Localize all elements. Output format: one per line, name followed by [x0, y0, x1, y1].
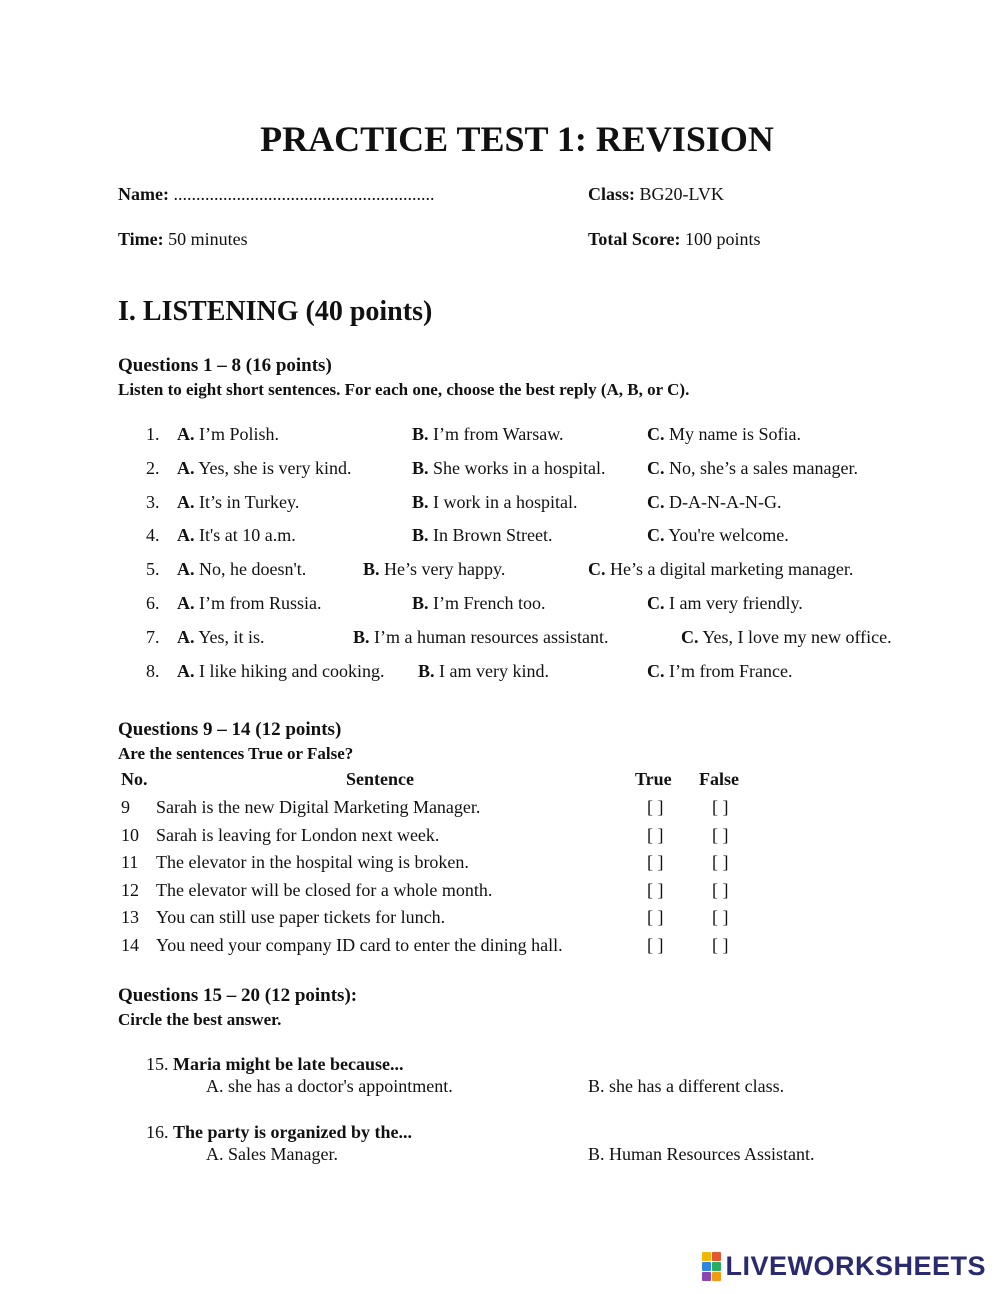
question-16 — [146, 1122, 412, 1143]
option-text: I’m French too. — [428, 593, 546, 613]
option-a[interactable] — [177, 661, 384, 682]
option-letter: C. — [647, 424, 665, 444]
option-letter: A. — [177, 424, 195, 444]
option-letter: A. — [177, 559, 195, 580]
option-a[interactable] — [177, 525, 296, 546]
option-text: I’m from Russia. — [194, 593, 322, 613]
question-number: 8. — [146, 660, 160, 681]
option-text: I’m a human resources assistant. — [369, 626, 609, 647]
question-number: 7. — [146, 626, 160, 647]
option-a[interactable] — [177, 492, 299, 513]
question-number: 4. — [146, 525, 160, 546]
tf-header-true: True — [635, 769, 672, 789]
option-b[interactable] — [418, 661, 549, 682]
option-letter: B. — [412, 491, 429, 512]
false-checkbox[interactable]: [ ] — [712, 934, 729, 955]
option-c[interactable] — [647, 458, 858, 479]
logo-square — [712, 1252, 721, 1261]
logo-square — [702, 1252, 711, 1261]
option-text: Yes, she is very kind. — [194, 457, 352, 478]
name-label: Name: — [118, 184, 169, 204]
option-text: I am very friendly. — [664, 593, 803, 613]
option-letter: C. — [647, 491, 665, 512]
true-checkbox[interactable]: [ ] — [647, 797, 664, 817]
option-letter: C. — [647, 593, 665, 613]
tf-header-false: False — [699, 769, 739, 789]
time-value: 50 minutes — [163, 229, 248, 249]
score-label: Total Score: — [588, 229, 681, 249]
option-text: My name is Sofia. — [664, 424, 801, 444]
page-title: PRACTICE TEST 1: REVISION — [260, 119, 774, 159]
option-text: I’m from France. — [664, 660, 793, 681]
option-letter: C. — [681, 626, 699, 647]
option-letter: B. — [353, 626, 370, 647]
option-text: You're welcome. — [664, 525, 789, 546]
logo-square — [712, 1272, 721, 1281]
option-letter: C. — [647, 525, 665, 546]
false-checkbox[interactable]: [ ] — [712, 824, 729, 845]
part2-heading: Questions 9 – 14 (12 points) — [118, 719, 342, 740]
row-number: 13 — [121, 907, 139, 927]
option-text: I work in a hospital. — [428, 491, 578, 512]
logo-text: LIVEWORKSHEETS — [725, 1251, 986, 1281]
option-c[interactable] — [681, 627, 892, 648]
true-checkbox[interactable]: [ ] — [647, 934, 664, 955]
row-sentence: The elevator will be closed for a whole month. — [156, 879, 493, 900]
liveworksheets-logo — [702, 1251, 986, 1282]
option-a[interactable] — [177, 627, 265, 648]
class-field — [588, 184, 724, 205]
option-b[interactable] — [412, 525, 553, 546]
option-c[interactable] — [647, 593, 803, 614]
logo-square — [712, 1262, 721, 1271]
option-a[interactable] — [177, 559, 306, 580]
option-letter: A. — [177, 525, 195, 546]
option-letter: A. — [177, 626, 195, 647]
question-number: 16. — [146, 1122, 169, 1142]
option-letter: B. — [418, 660, 435, 681]
option-letter: B. — [412, 593, 429, 613]
option-letter: A. — [177, 660, 195, 681]
question-number: 6. — [146, 593, 160, 613]
row-sentence: You can still use paper tickets for lunch. — [156, 907, 446, 927]
option-letter: A. — [177, 491, 195, 512]
true-checkbox[interactable]: [ ] — [647, 824, 664, 845]
option-text: He’s a digital marketing manager. — [605, 559, 854, 580]
row-sentence: The elevator in the hospital wing is broken. — [156, 852, 469, 872]
row-sentence: Sarah is leaving for London next week. — [156, 824, 440, 845]
part1-heading: Questions 1 – 8 (16 points) — [118, 355, 332, 376]
question-number: 3. — [146, 491, 160, 512]
score-value: 100 points — [680, 229, 761, 249]
option-a[interactable] — [177, 458, 352, 479]
option-c[interactable] — [647, 492, 781, 513]
question-15 — [146, 1054, 403, 1075]
option-letter: C. — [647, 660, 665, 681]
question-number: 1. — [146, 424, 160, 444]
logo-square — [702, 1262, 711, 1271]
row-sentence: You need your company ID card to enter the dining hall. — [156, 934, 563, 955]
row-number: 9 — [121, 797, 130, 817]
option-text: No, she’s a sales manager. — [664, 457, 858, 478]
option-text: She works in a hospital. — [428, 457, 606, 478]
option-c[interactable] — [647, 525, 789, 546]
option-text: I am very kind. — [434, 660, 549, 681]
option-c[interactable] — [647, 424, 801, 445]
class-label: Class: — [588, 184, 636, 204]
option-text: Yes, I love my new office. — [698, 626, 892, 647]
option-letter: C. — [647, 457, 665, 478]
part2-instruction: Are the sentences True or False? — [118, 744, 354, 763]
option-b[interactable] — [412, 492, 578, 513]
option-text: It’s in Turkey. — [194, 491, 300, 512]
logo-square — [702, 1272, 711, 1281]
option-letter: A. — [177, 457, 195, 478]
option-letter: B. — [363, 559, 380, 580]
option-b[interactable] — [363, 559, 505, 580]
option-b[interactable] — [412, 458, 606, 479]
option-b[interactable] — [412, 424, 564, 445]
answer-option-a[interactable]: A. she has a doctor's appointment. — [206, 1076, 453, 1096]
row-number: 12 — [121, 879, 139, 900]
question-stem: The party is organized by the... — [173, 1122, 413, 1142]
name-blank: .......................................................... — [168, 184, 435, 204]
class-value: BG20-LVK — [635, 184, 724, 204]
option-a[interactable] — [177, 593, 321, 614]
name-field — [118, 184, 434, 205]
option-c[interactable] — [647, 661, 792, 682]
option-text: No, he doesn't. — [194, 559, 307, 580]
true-checkbox[interactable]: [ ] — [647, 879, 664, 900]
question-stem: Maria might be late because... — [173, 1054, 404, 1074]
option-letter: A. — [177, 593, 195, 613]
option-letter: C. — [588, 559, 606, 580]
true-checkbox[interactable]: [ ] — [647, 852, 664, 872]
tf-header-sentence: Sentence — [346, 769, 414, 789]
row-sentence: Sarah is the new Digital Marketing Manager. — [156, 797, 481, 817]
option-letter: B. — [412, 457, 429, 478]
tf-header-no: No. — [121, 769, 148, 789]
option-text: I like hiking and cooking. — [194, 660, 385, 681]
option-a[interactable] — [177, 424, 279, 445]
false-checkbox[interactable]: [ ] — [712, 907, 729, 927]
part3-instruction: Circle the best answer. — [118, 1010, 282, 1029]
option-b[interactable] — [412, 593, 546, 614]
option-letter: B. — [412, 525, 429, 546]
true-checkbox[interactable]: [ ] — [647, 907, 664, 927]
option-text: In Brown Street. — [428, 525, 553, 546]
row-number: 10 — [121, 824, 139, 845]
row-number: 14 — [121, 934, 139, 955]
option-c[interactable] — [588, 559, 853, 580]
question-number: 2. — [146, 457, 160, 478]
time-label: Time: — [118, 229, 164, 249]
answer-option-b[interactable]: B. Human Resources Assistant. — [588, 1144, 815, 1164]
option-b[interactable] — [353, 627, 608, 648]
option-text: Yes, it is. — [194, 626, 265, 647]
option-text: I’m from Warsaw. — [428, 424, 564, 444]
answer-option-b[interactable]: B. she has a different class. — [588, 1076, 785, 1096]
part1-instruction: Listen to eight short sentences. For each one, choose the best reply (A, B, or C). — [118, 380, 690, 399]
false-checkbox[interactable]: [ ] — [712, 852, 729, 872]
option-text: It's at 10 a.m. — [194, 525, 296, 546]
logo-mark-icon — [702, 1252, 721, 1281]
row-number: 11 — [121, 852, 139, 872]
score-field — [588, 229, 761, 250]
question-number: 5. — [146, 559, 160, 580]
option-text: He’s very happy. — [379, 559, 506, 580]
section-listening-title: I. LISTENING (40 points) — [118, 296, 433, 327]
part3-heading: Questions 15 – 20 (12 points): — [118, 985, 358, 1006]
option-letter: B. — [412, 424, 429, 444]
option-text: D-A-N-A-N-G. — [664, 491, 782, 512]
question-number: 15. — [146, 1054, 169, 1074]
option-text: I’m Polish. — [194, 424, 280, 444]
time-field — [118, 229, 248, 250]
answer-option-a[interactable]: A. Sales Manager. — [206, 1144, 338, 1164]
false-checkbox[interactable]: [ ] — [712, 879, 729, 900]
false-checkbox[interactable]: [ ] — [712, 797, 729, 817]
